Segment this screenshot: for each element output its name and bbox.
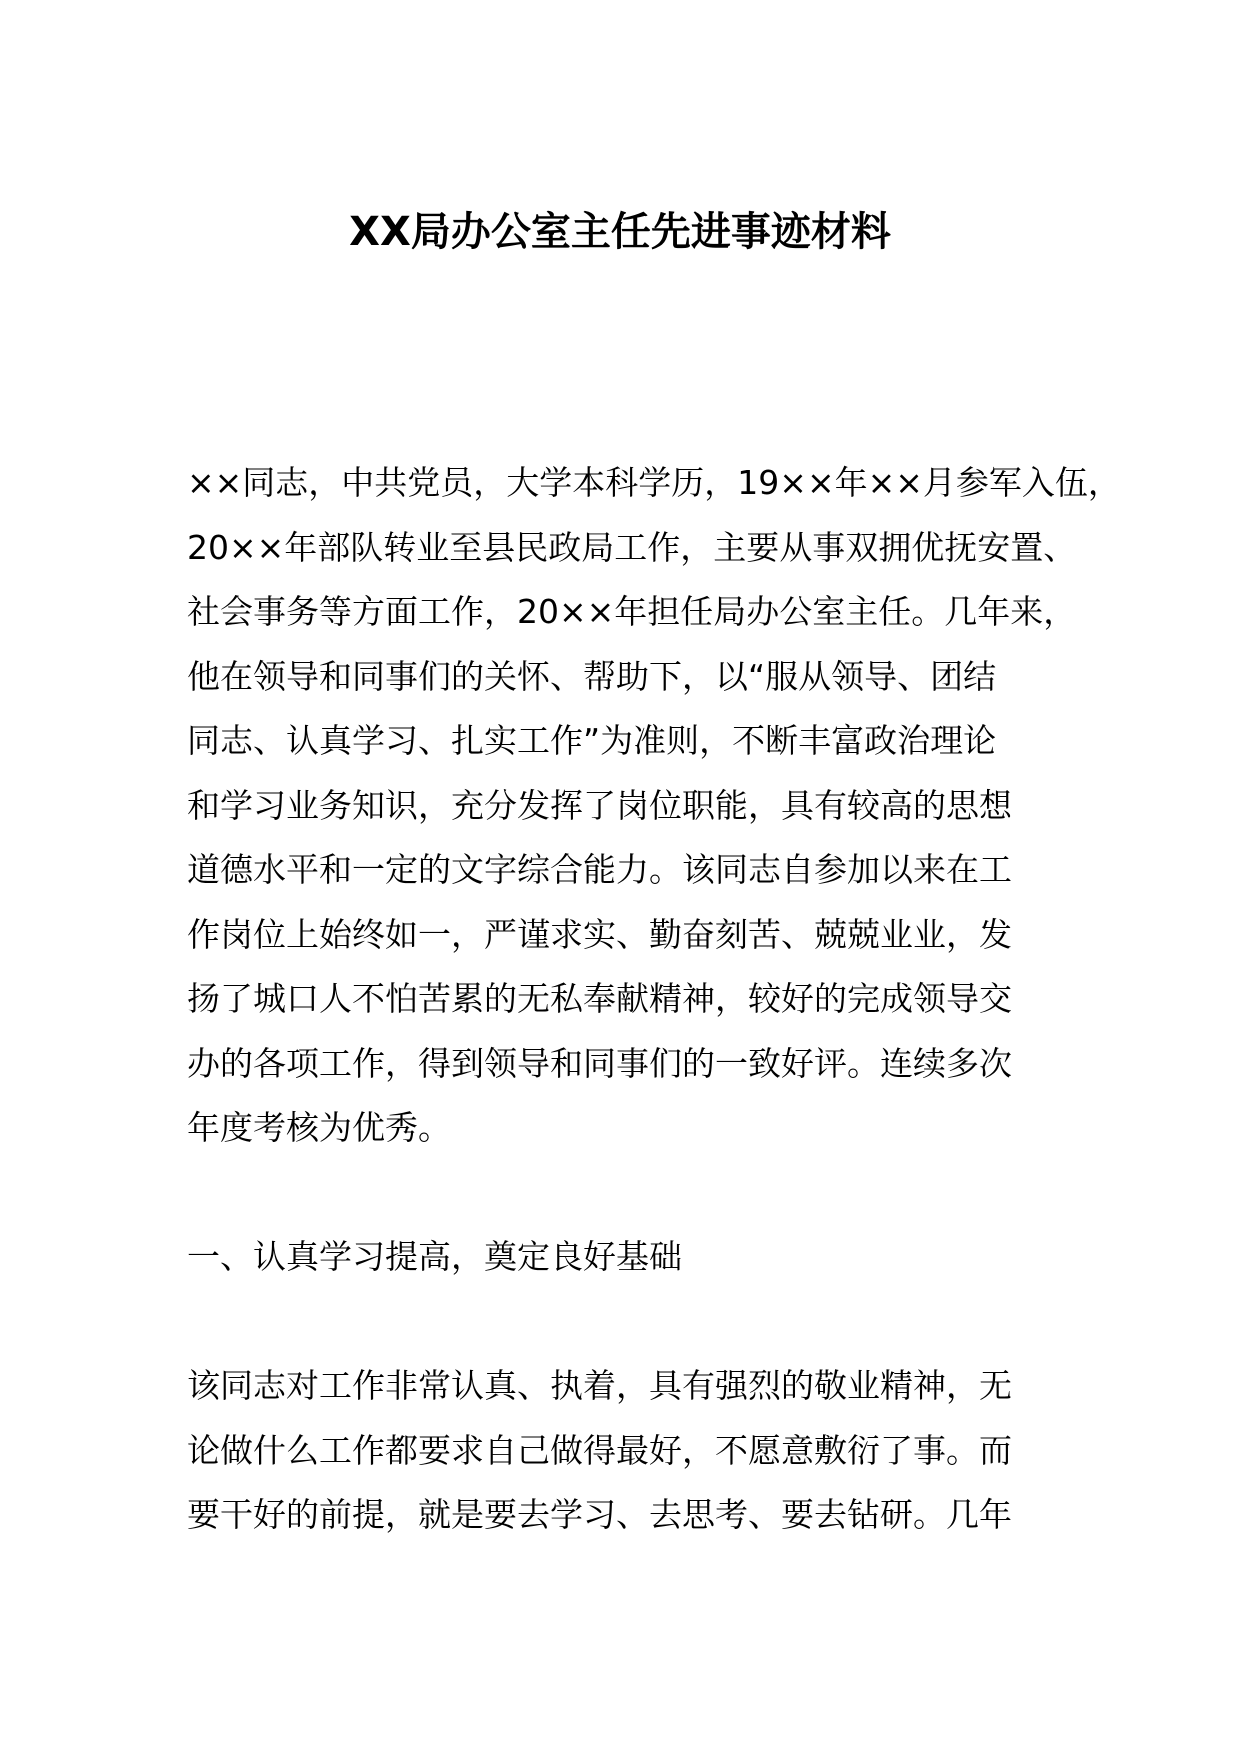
paragraph-line: 和学习业务知识，充分发挥了岗位职能，具有较高的思想 xyxy=(187,785,1012,825)
paragraph-line: 他在领导和同事们的关怀、帮助下，以“服从领导、团结 xyxy=(187,656,997,696)
document-body xyxy=(187,451,1121,1548)
paragraph-line: 20××年部队转业至县民政局工作，主要从事双拥优抚安置、 xyxy=(187,527,1077,567)
paragraph-line: ××同志，中共党员，大学本科学历，19××年××月参军入伍， xyxy=(187,463,1121,502)
paragraph-line: 同志、认真学习、扎实工作”为准则，不断丰富政治理论 xyxy=(187,721,997,760)
paragraph-line: 要干好的前提，就是要去学习、去思考、要去钻研。几年 xyxy=(187,1495,1012,1534)
section-heading: 一、认真学习提高，奠定良好基础 xyxy=(187,1237,682,1276)
paragraph-line: 道德水平和一定的文字综合能力。该同志自参加以来在工 xyxy=(187,850,1012,889)
paragraph-line: 社会事务等方面工作，20××年担任局办公室主任。几年来， xyxy=(187,592,1077,631)
paragraph-spacing xyxy=(187,1161,1077,1226)
paragraph-line: 作岗位上始终如一，严谨求实、勤奋刻苦、兢兢业业，发 xyxy=(187,914,1012,954)
paragraph-line: 扬了城口人不怕苦累的无私奉献精神，较好的完成领导交 xyxy=(187,979,1012,1018)
document-title: XX局办公室主任先进事迹材料 xyxy=(349,209,891,255)
paragraph-section1 xyxy=(187,1354,1077,1548)
paragraph-spacing xyxy=(187,1290,1077,1355)
paragraph-line: 年度考核为优秀。 xyxy=(187,1108,451,1147)
paragraph-intro xyxy=(187,451,1121,1161)
paragraph-line: 该同志对工作非常认真、执着，具有强烈的敬业精神，无 xyxy=(187,1366,1012,1405)
paragraph-line: 办的各项工作，得到领导和同事们的一致好评。连续多次 xyxy=(187,1043,1012,1083)
paragraph-line: 论做什么工作都要求自己做得最好，不愿意敷衍了事。而 xyxy=(187,1430,1012,1470)
